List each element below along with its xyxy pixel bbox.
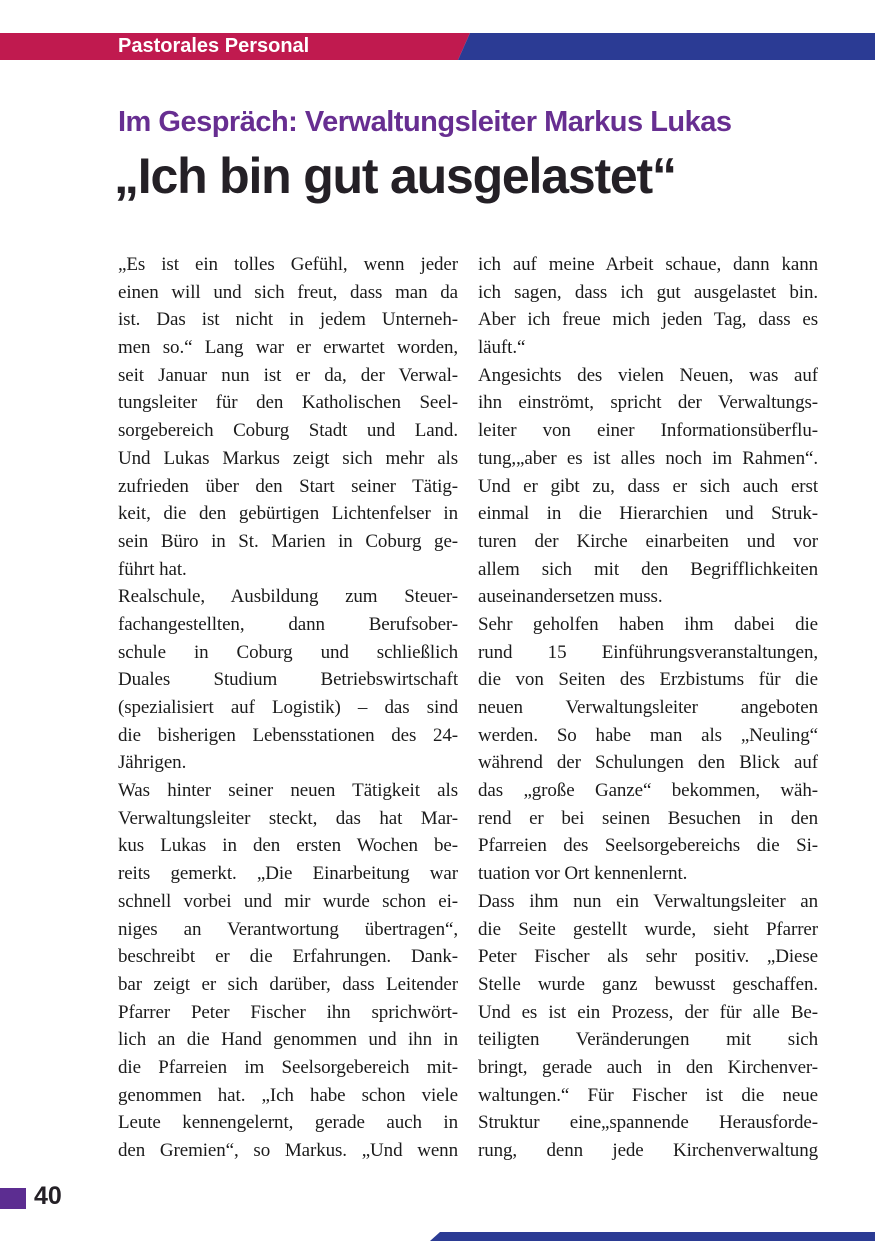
text-line: ich sagen, dass ich gut ausgelastet bin. <box>478 281 818 303</box>
text-line: die von Seiten des Erzbistums für die <box>478 669 818 691</box>
text-line: Leute kennengelernt, gerade auch in <box>118 1112 458 1134</box>
text-line: ihn einströmt, spricht der Verwaltungs- <box>478 392 818 414</box>
page-number: 40 <box>34 1182 62 1210</box>
article-headline: „Ich bin gut ausgelastet“ <box>114 148 676 204</box>
text-line: bar zeigt er sich darüber, dass Leitender <box>118 973 458 995</box>
text-line: während der Schulungen den Blick auf <box>478 752 818 774</box>
text-line: auseinandersetzen muss. <box>478 586 663 608</box>
text-line: seit Januar nun ist er da, der Verwal- <box>118 364 458 386</box>
text-line: „Es ist ein tolles Gefühl, wenn jeder <box>118 254 458 275</box>
text-line: Jährigen. <box>118 752 187 774</box>
text-line: werden. So habe man als „Neuling“ <box>478 724 818 746</box>
section-label: Pastorales Personal <box>118 34 310 57</box>
header-band <box>0 33 875 60</box>
text-line: rend er bei seinen Besuchen in den <box>478 807 818 829</box>
text-line: tungsleiter für den Katholischen Seel- <box>118 392 458 414</box>
text-line: sein Büro in St. Marien in Coburg ge- <box>118 530 458 552</box>
text-line: tung,„aber es ist alles noch im Rahmen“. <box>478 447 818 469</box>
text-line: läuft.“ <box>478 337 526 359</box>
text-line: rung, denn jede Kirchenverwaltung <box>478 1140 818 1161</box>
text-line: einmal in die Hierarchien und Struk- <box>478 503 818 525</box>
text-line: die bisherigen Lebensstationen des 24- <box>118 724 458 746</box>
text-line: Und es ist ein Prozess, der für alle Be- <box>478 1001 818 1023</box>
text-line: men so.“ Lang war er erwartet worden, <box>118 337 458 359</box>
footer-bar-blue <box>430 1232 875 1241</box>
text-line: allem sich mit den Begrifflichkeiten <box>478 558 818 580</box>
text-line: Dass ihm nun ein Verwaltungsleiter an <box>478 890 818 912</box>
text-line: einen will und sich freut, dass man da <box>118 281 458 303</box>
text-line: zufrieden über den Start seiner Tätig- <box>118 475 458 497</box>
text-line: sorgebereich Coburg Stadt und Land. <box>118 420 458 442</box>
text-line: fachangestellten, dann Berufsober- <box>118 613 458 635</box>
page-marker-square <box>0 1188 26 1209</box>
text-line: tuation vor Ort kennenlernt. <box>478 863 688 885</box>
text-line: reits gemerkt. „Die Einarbeitung war <box>118 863 458 885</box>
text-line: Duales Studium Betriebswirtschaft <box>118 669 458 691</box>
text-line: Stelle wurde ganz bewusst geschaffen. <box>478 973 818 995</box>
text-line: Aber ich freue mich jeden Tag, dass es <box>478 309 818 331</box>
text-line: waltungen.“ Für Fischer ist die neue <box>478 1084 818 1106</box>
text-line: neuen Verwaltungsleiter angeboten <box>478 697 818 718</box>
header-band-blue <box>458 33 875 60</box>
text-column-right <box>478 251 818 1165</box>
text-line: Was hinter seiner neuen Tätigkeit als <box>118 780 458 802</box>
text-line: bringt, gerade auch in den Kirchenver- <box>478 1056 818 1078</box>
text-line: genommen hat. „Ich habe schon viele <box>118 1084 458 1106</box>
text-line: die Pfarreien im Seelsorgebereich mit- <box>118 1056 458 1078</box>
text-line: das „große Ganze“ bekommen, wäh- <box>478 780 818 802</box>
text-line: den Gremien“, so Markus. „Und wenn <box>118 1140 458 1161</box>
text-line: teiligten Veränderungen mit sich <box>478 1029 818 1051</box>
text-line: beschreibt er die Erfahrungen. Dank- <box>118 946 458 968</box>
text-line: turen der Kirche einarbeiten und vor <box>478 530 818 552</box>
text-line: niges an Verantwortung übertragen“, <box>118 918 458 940</box>
text-line: ist. Das ist nicht in jedem Unterneh- <box>118 309 458 331</box>
article-body <box>118 251 818 1165</box>
text-line: rund 15 Einführungsveranstaltungen, <box>478 641 818 663</box>
text-line: Peter Fischer als sehr positiv. „Diese <box>478 946 818 968</box>
text-line: leiter von einer Informationsüberflu- <box>478 420 818 442</box>
text-line: ich auf meine Arbeit schaue, dann kann <box>478 254 818 275</box>
text-line: Verwaltungsleiter steckt, das hat Mar- <box>118 807 458 829</box>
text-line: Sehr geholfen haben ihm dabei die <box>478 613 818 635</box>
text-line: Und Lukas Markus zeigt sich mehr als <box>118 447 458 469</box>
text-column-left <box>118 251 458 1165</box>
text-line: Pfarreien des Seelsorgebereichs die Si- <box>478 835 818 857</box>
text-line: kus Lukas in den ersten Wochen be- <box>118 835 458 857</box>
text-line: Struktur eine„spannende Herausforde- <box>478 1112 818 1134</box>
text-line: Angesichts des vielen Neuen, was auf <box>478 364 818 386</box>
text-line: Pfarrer Peter Fischer ihn sprichwört- <box>118 1001 458 1023</box>
text-line: lich an die Hand genommen und ihn in <box>118 1029 458 1051</box>
text-line: (spezialisiert auf Logistik) – das sind <box>118 697 458 718</box>
text-line: keit, die den gebürtigen Lichtenfelser in <box>118 503 458 525</box>
text-line: Realschule, Ausbildung zum Steuer- <box>118 586 458 608</box>
text-line: schule in Coburg und schließlich <box>118 641 458 663</box>
text-line: die Seite gestellt wurde, sieht Pfarrer <box>478 918 818 940</box>
article-kicker: Im Gespräch: Verwaltungsleiter Markus Lukas <box>118 106 732 138</box>
text-line: führt hat. <box>118 558 187 580</box>
text-line: schnell vorbei und mir wurde schon ei- <box>118 890 458 912</box>
text-line: Und er gibt zu, dass er sich auch erst <box>478 475 818 497</box>
